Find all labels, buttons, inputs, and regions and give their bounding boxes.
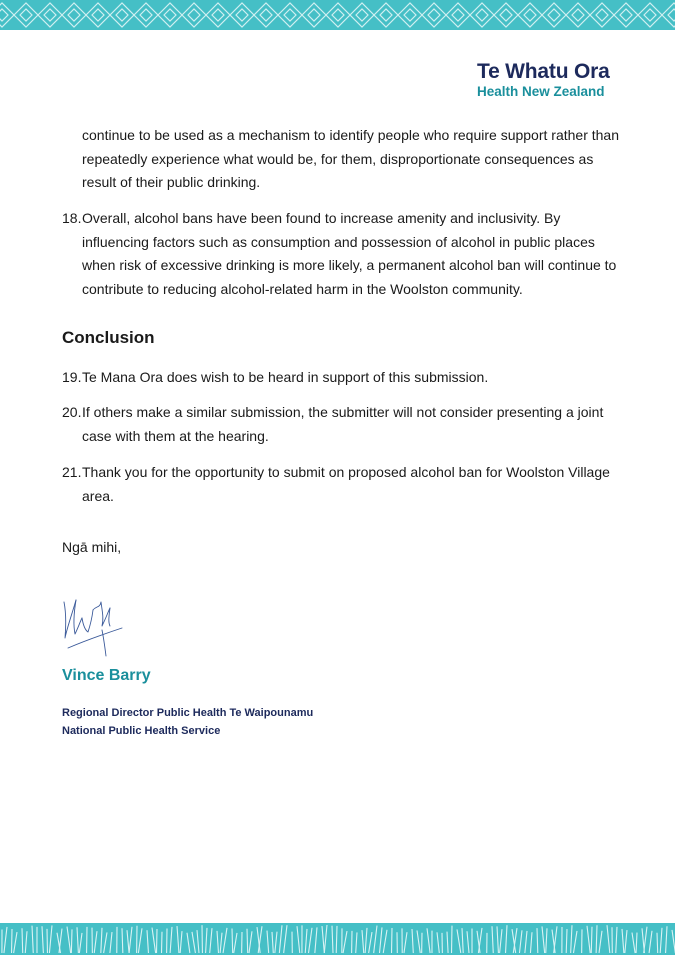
paragraph-21 xyxy=(62,461,622,508)
logo-main-text: Te Whatu Ora xyxy=(477,60,610,83)
paragraph-text: If others make a similar submission, the submitter will not consider presenting a joint case with them at the hearing. xyxy=(82,404,604,444)
signer-title: Regional Director Public Health Te Waipounamu xyxy=(62,707,314,719)
header-pattern-band xyxy=(0,0,675,30)
footer-pattern-band xyxy=(0,923,675,955)
paragraph-20 xyxy=(62,401,622,448)
continuation-paragraph: continue to be used as a mechanism to identify people who require support rather than repeatedly experience what would be, for them, disproportionate consequences as result of their public drinking. xyxy=(82,127,619,190)
paragraph-18 xyxy=(62,207,622,301)
signer-name: Vince Barry xyxy=(62,667,151,684)
paragraph-number: 19. xyxy=(62,369,82,385)
footer-pattern xyxy=(0,923,675,955)
paragraph-text: Te Mana Ora does wish to be heard in support of this submission. xyxy=(82,369,489,385)
section-heading-conclusion: Conclusion xyxy=(62,328,155,347)
handwritten-signature xyxy=(58,588,128,660)
closing-salutation: Ngā mihi, xyxy=(62,539,122,555)
paragraph-number: 18. xyxy=(62,210,82,226)
te-whatu-ora-logo xyxy=(477,60,647,99)
paragraph-text: Overall, alcohol bans have been found to increase amenity and inclusivity. By influencing factors such as consumption and possession of alcohol in public places when risk of excessive drinking is more likely, a permanent alcohol ban will continue to contribute to reducing alcohol-related harm in the Woolston community. xyxy=(82,210,617,297)
logo-sub-text: Health New Zealand xyxy=(477,84,605,99)
paragraph-19 xyxy=(62,366,622,390)
header-pattern xyxy=(0,0,675,30)
paragraph-number: 20. xyxy=(62,404,82,420)
paragraph-text: Thank you for the opportunity to submit on proposed alcohol ban for Woolston Village area. xyxy=(82,464,610,504)
signer-organisation: National Public Health Service xyxy=(62,725,221,737)
paragraph-number: 21. xyxy=(62,464,82,480)
